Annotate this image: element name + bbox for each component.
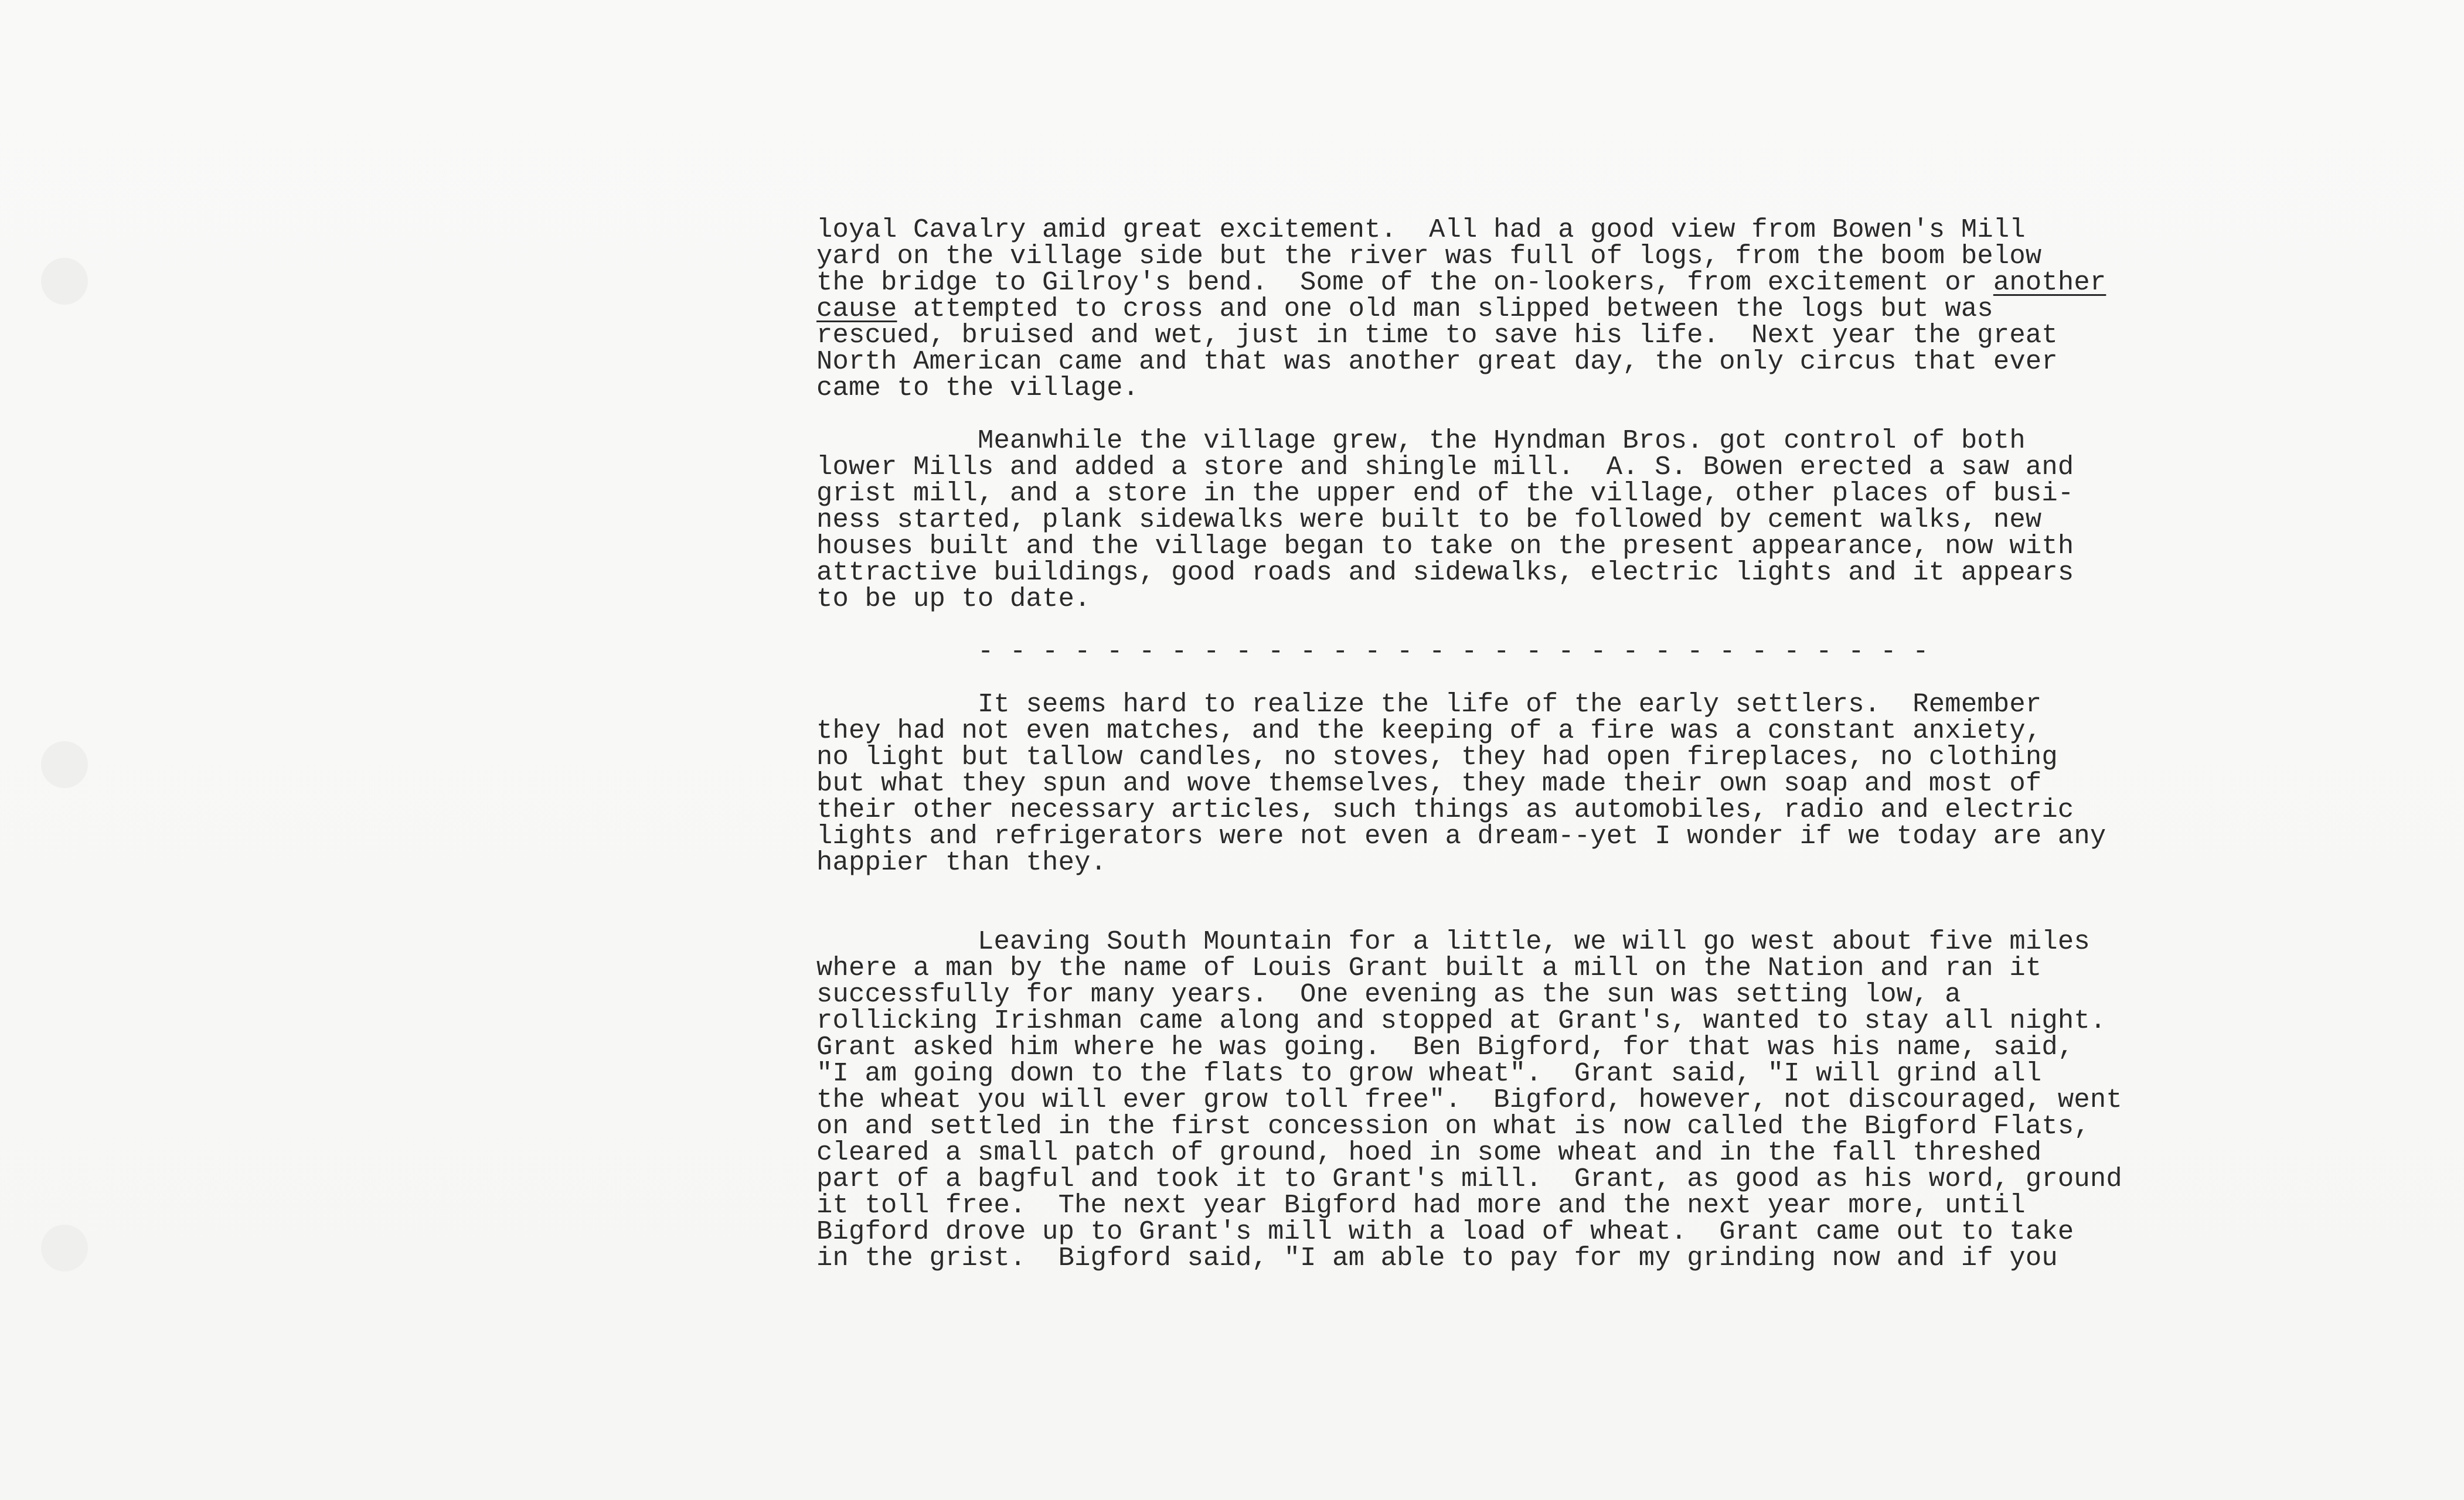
text-line: ness started, plank sidewalks were built to be followed by cement walks, new — [816, 504, 2042, 535]
paragraph-spacer — [816, 665, 2164, 691]
text-line: to be up to date. — [816, 584, 1091, 614]
typed-text-block — [816, 214, 2164, 1273]
binder-hole-middle — [41, 741, 88, 788]
text-line: came to the village. — [816, 373, 1139, 403]
text-line: houses built and the village began to take on the present appearance, now with — [816, 531, 2074, 561]
text-line: yard on the village side but the river was full of logs, from the boom below — [816, 241, 2042, 271]
text-line: Bigford drove up to Grant's mill with a load of wheat. Grant came out to take — [816, 1216, 2074, 1247]
text-line: the wheat you will ever grow toll free". Bigford, however, not discouraged, went — [816, 1085, 2122, 1115]
text-line: North American came and that was another great day, the only circus that ever — [816, 346, 2058, 377]
text-line: grist mill, and a store in the upper end of the village, other places of busi- — [816, 478, 2074, 509]
text-line: It seems hard to realize the life of the early settlers. Remember — [816, 689, 2042, 720]
text-line: lower Mills and added a store and shingle mill. A. S. Bowen erected a saw and — [816, 452, 2074, 482]
paragraph-grant-mill — [816, 926, 2164, 1273]
paragraph-spacer — [816, 612, 2164, 639]
text-line: Leaving South Mountain for a little, we will go west about five miles — [816, 926, 2090, 957]
binder-hole-bottom — [41, 1225, 88, 1271]
text-line: successfully for many years. One evening as the sun was setting low, a — [816, 979, 1961, 1010]
paragraph-early-settlers — [816, 691, 2164, 876]
paragraph-spacer — [816, 401, 2164, 428]
text-line: it toll free. The next year Bigford had more and the next year more, until — [816, 1190, 2026, 1221]
text-segment: attempted to cross and one old man slipped between the logs but was — [897, 294, 1993, 324]
text-line — [816, 296, 2164, 322]
section-separator: - - - - - - - - - - - - - - - - - - - - - - - - - - - - - - — [816, 636, 1929, 667]
text-line: happier than they. — [816, 847, 1107, 878]
text-line: rollicking Irishman came along and stopped at Grant's, wanted to stay all night. — [816, 1005, 2106, 1036]
underlined-text: cause — [816, 294, 897, 324]
text-line: on and settled in the first concession on what is now called the Bigford Flats, — [816, 1111, 2090, 1141]
text-line: Grant asked him where he was going. Ben Bigford, for that was his name, said, — [816, 1032, 2074, 1062]
text-line: cleared a small patch of ground, hoed in some wheat and in the fall threshed — [816, 1137, 2042, 1168]
paragraph-circus — [816, 214, 2164, 403]
text-line: where a man by the name of Louis Grant built a mill on the Nation and ran it — [816, 953, 2042, 983]
text-line: no light but tallow candles, no stoves, they had open fireplaces, no clothing — [816, 742, 2058, 772]
text-line: in the grist. Bigford said, "I am able to pay for my grinding now and if you — [816, 1243, 2058, 1273]
text-line: part of a bagful and took it to Grant's mill. Grant, as good as his word, ground — [816, 1164, 2122, 1194]
text-line: attractive buildings, good roads and sidewalks, electric lights and it appears — [816, 557, 2074, 588]
underlined-text: another — [1993, 267, 2106, 298]
text-line: but what they spun and wove themselves, they made their own soap and most of — [816, 768, 2042, 799]
text-segment: the bridge to Gilroy's bend. Some of the on-lookers, from excitement or — [816, 267, 1993, 298]
paragraph-village-growth — [816, 425, 2164, 614]
binder-hole-top — [41, 258, 88, 305]
paragraph-spacer — [816, 876, 2164, 929]
text-line — [816, 267, 2164, 298]
text-line: rescued, bruised and wet, just in time to save his life. Next year the great — [816, 320, 2058, 350]
text-line: "I am going down to the flats to grow wheat". Grant said, "I will grind all — [816, 1058, 2042, 1089]
text-line: Meanwhile the village grew, the Hyndman Bros. got control of both — [816, 425, 2026, 456]
text-line: their other necessary articles, such things as automobiles, radio and electric — [816, 795, 2074, 825]
text-line: they had not even matches, and the keeping of a fire was a constant anxiety, — [816, 715, 2042, 746]
text-line: lights and refrigerators were not even a dream--yet I wonder if we today are any — [816, 821, 2106, 851]
text-line: loyal Cavalry amid great excitement. All had a good view from Bowen's Mill — [816, 214, 2026, 245]
